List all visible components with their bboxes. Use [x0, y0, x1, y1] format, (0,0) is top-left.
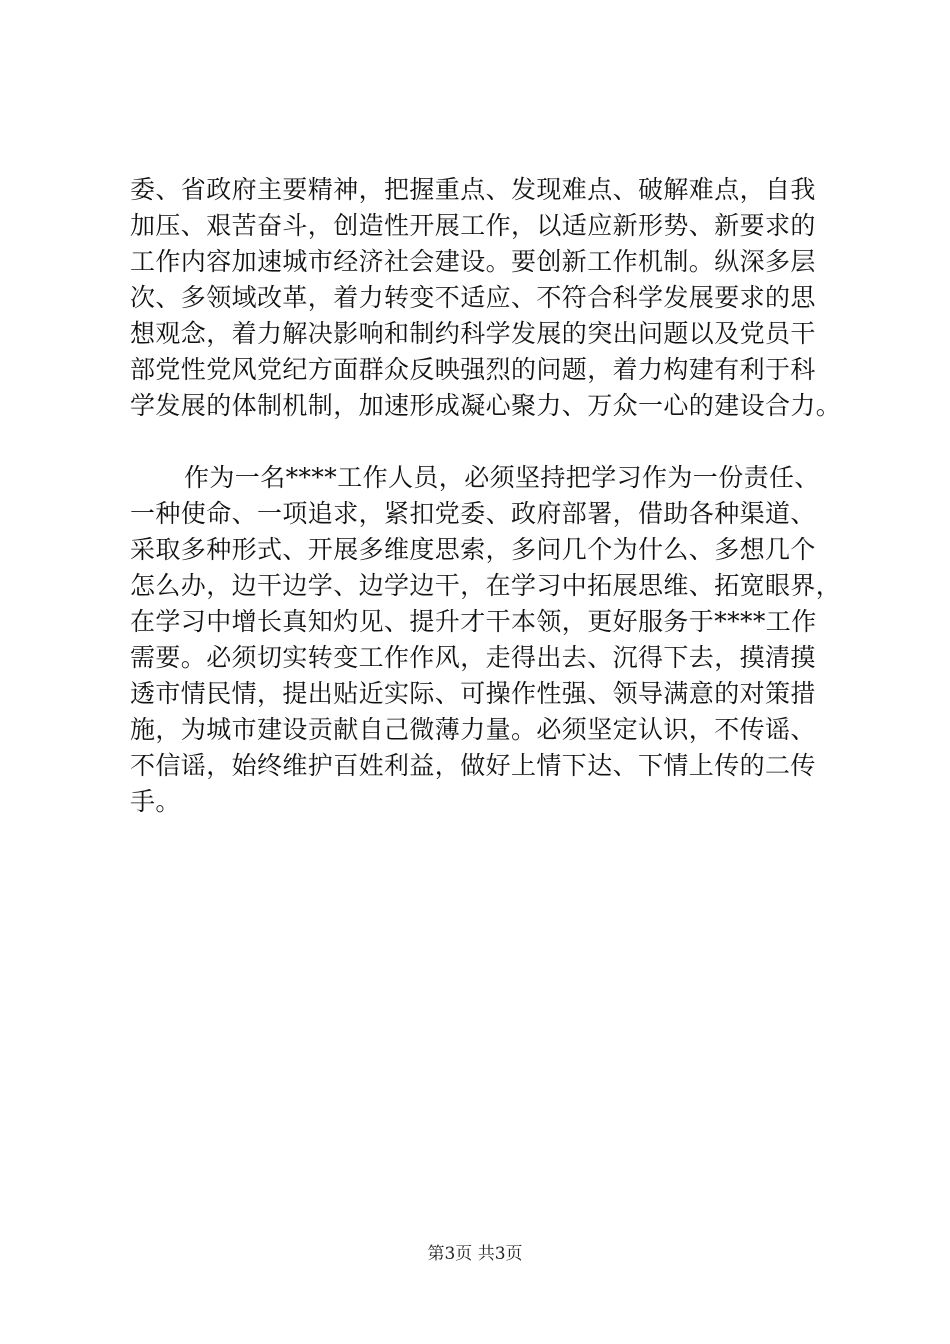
text-line: 部党性党风党纪方面群众反映强烈的问题，着力构建有利于科	[130, 355, 816, 384]
page-number-footer: 第3页 共3页	[427, 1244, 523, 1264]
text-line: 想观念，着力解决影响和制约科学发展的突出问题以及党员干	[130, 319, 816, 348]
text-line: 工作内容加速城市经济社会建设。要创新工作机制。纵深多层	[130, 247, 816, 276]
text-line: 手。	[130, 787, 181, 816]
text-line-indented: 作为一名****工作人员，必须坚持把学习作为一份责任、	[184, 463, 820, 492]
paragraph-spacing	[130, 424, 830, 460]
text-line: 次、多领域改革，着力转变不适应、不符合科学发展要求的思	[130, 283, 816, 312]
text-line: 委、省政府主要精神，把握重点、发现难点、破解难点，自我	[130, 175, 816, 204]
text-line: 需要。必须切实转变工作作风，走得出去、沉得下去，摸清摸	[130, 643, 816, 672]
text-line: 不信谣，始终维护百姓利益，做好上情下达、下情上传的二传	[130, 751, 816, 780]
text-line: 在学习中增长真知灼见、提升才干本领，更好服务于****工作	[130, 607, 817, 636]
text-line: 采取多种形式、开展多维度思索，多问几个为什么、多想几个	[130, 535, 816, 564]
text-line: 施，为城市建设贡献自己微薄力量。必须坚定认识，不传谣、	[130, 715, 816, 744]
text-line: 透市情民情，提出贴近实际、可操作性强、领导满意的对策措	[130, 679, 816, 708]
paragraph-2	[130, 460, 842, 820]
paragraph-1	[130, 172, 842, 424]
text-line: 怎么办，边干边学、边学边干，在学习中拓展思维、拓宽眼界，	[130, 571, 842, 600]
text-line: 学发展的体制机制，加速形成凝心聚力、万众一心的建设合力。	[130, 391, 842, 420]
text-line: 加压、艰苦奋斗，创造性开展工作，以适应新形势、新要求的	[130, 211, 816, 240]
document-body	[130, 172, 842, 820]
text-line: 一种使命、一项追求，紧扣党委、政府部署，借助各种渠道、	[130, 499, 816, 528]
